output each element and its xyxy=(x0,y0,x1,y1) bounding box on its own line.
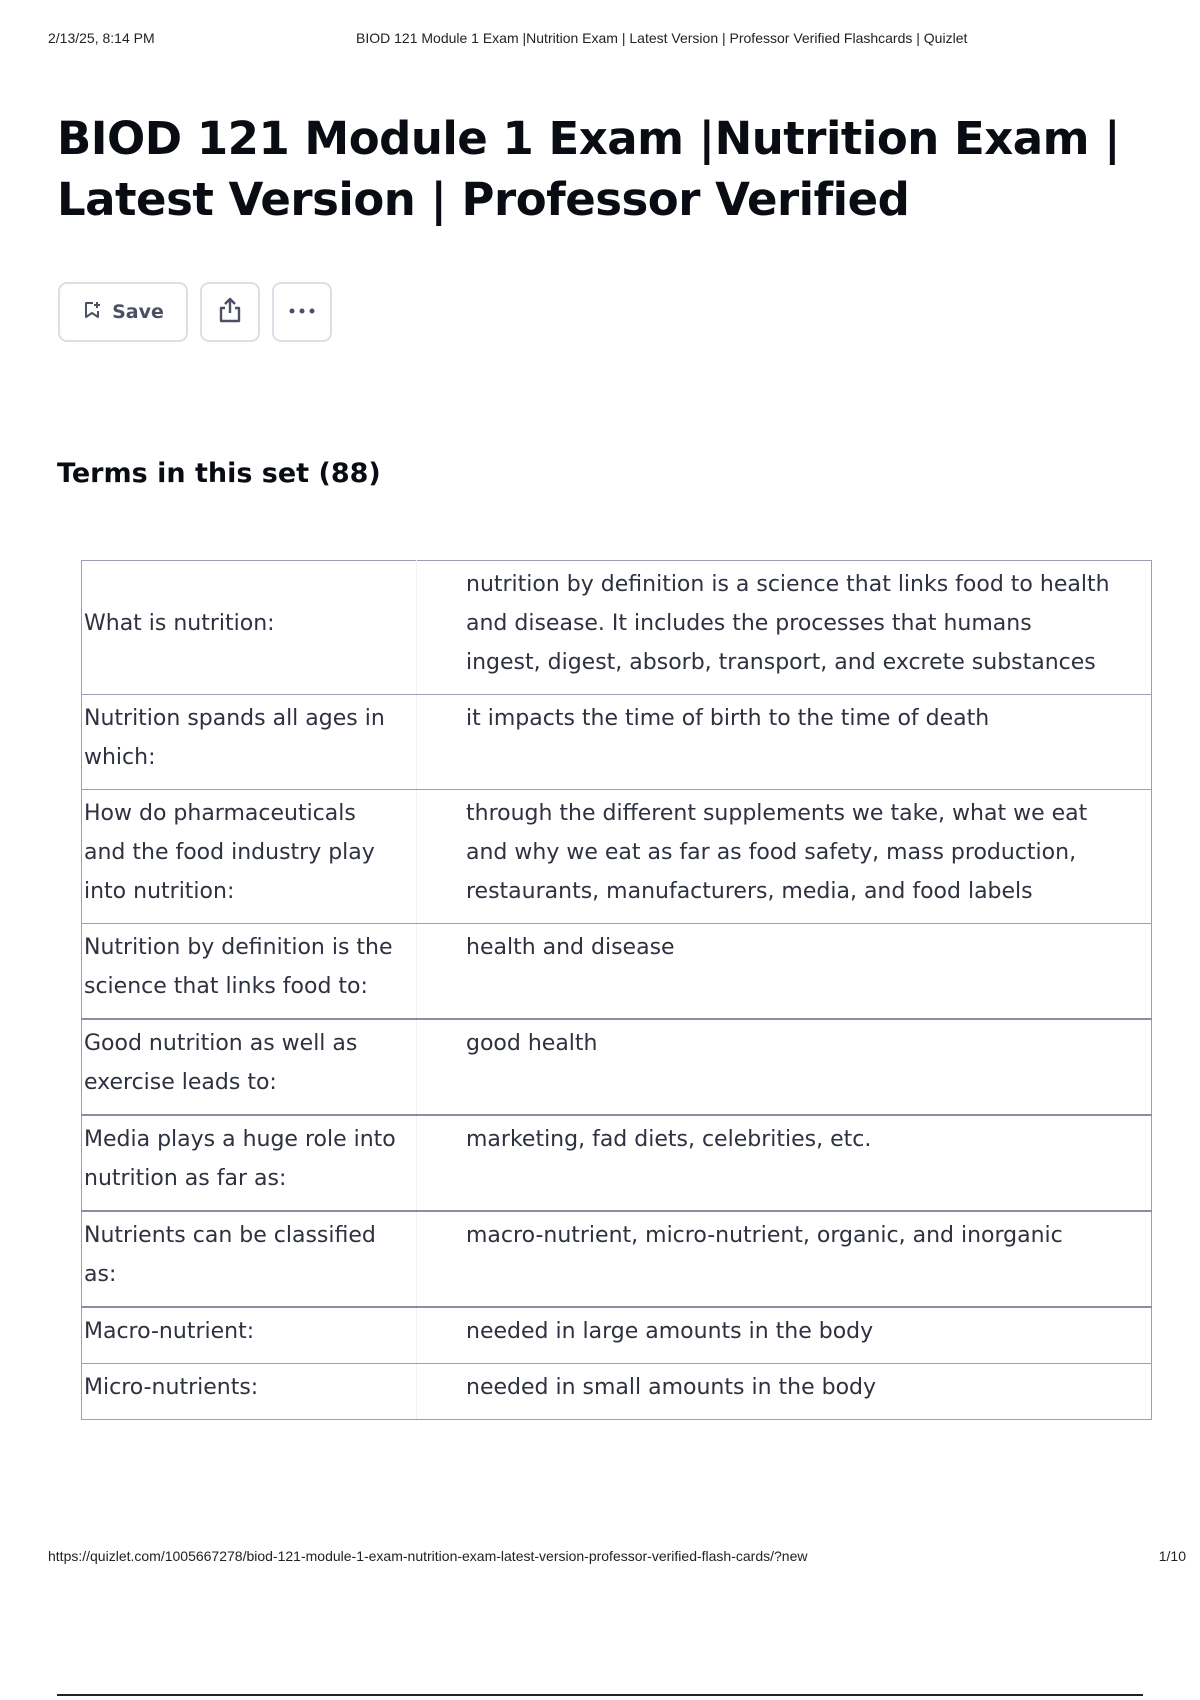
save-card-icon xyxy=(82,300,102,325)
terms-heading: Terms in this set (88) xyxy=(57,458,381,489)
more-options-button[interactable] xyxy=(272,282,332,342)
definition-cell: through the different supplements we take, what we eat and why we eat as far as food safety, mass production, restaurants, manufacturers, media, and food labels xyxy=(417,790,1152,924)
print-datetime: 2/13/25, 8:14 PM xyxy=(48,30,155,46)
share-icon xyxy=(216,296,244,328)
definition-cell: health and disease xyxy=(417,924,1152,1020)
table-row xyxy=(82,790,1152,924)
table-row xyxy=(82,1115,1152,1211)
term-cell: Nutrients can be classified as: xyxy=(82,1211,417,1307)
term-cell: Media plays a huge role into nutrition as far as: xyxy=(82,1115,417,1211)
definition-cell: needed in small amounts in the body xyxy=(417,1364,1152,1420)
more-options-icon xyxy=(287,305,317,320)
page-number: 1/10 xyxy=(1158,1548,1186,1564)
table-row xyxy=(82,924,1152,1020)
definition-cell: good health xyxy=(417,1019,1152,1115)
term-cell: What is nutrition: xyxy=(82,561,417,695)
definition-cell: it impacts the time of birth to the time of death xyxy=(417,695,1152,790)
table-row xyxy=(82,1019,1152,1115)
action-bar xyxy=(58,282,332,342)
definition-cell: needed in large amounts in the body xyxy=(417,1307,1152,1364)
share-button[interactable] xyxy=(200,282,260,342)
print-footer xyxy=(48,1548,1186,1568)
term-cell: How do pharmaceuticals and the food industry play into nutrition: xyxy=(82,790,417,924)
term-cell: Good nutrition as well as exercise leads to: xyxy=(82,1019,417,1115)
bottom-divider xyxy=(57,1694,1143,1696)
definition-cell: nutrition by definition is a science that links food to health and disease. It includes the processes that humans ingest, digest, absorb, transport, and excrete substances xyxy=(417,561,1152,695)
print-document-title: BIOD 121 Module 1 Exam |Nutrition Exam | Latest Version | Professor Verified Flashcards | Quizlet xyxy=(356,30,968,46)
print-header xyxy=(48,30,1152,50)
table-row xyxy=(82,1307,1152,1364)
table-row xyxy=(82,695,1152,790)
term-cell: Nutrition spands all ages in which: xyxy=(82,695,417,790)
table-row xyxy=(82,1364,1152,1420)
terms-table xyxy=(81,560,1152,1420)
term-cell: Macro-nutrient: xyxy=(82,1307,417,1364)
save-button[interactable] xyxy=(58,282,188,342)
table-row xyxy=(82,1211,1152,1307)
term-cell: Nutrition by definition is the science that links food to: xyxy=(82,924,417,1020)
table-row xyxy=(82,561,1152,695)
definition-cell: marketing, fad diets, celebrities, etc. xyxy=(417,1115,1152,1211)
page-title: BIOD 121 Module 1 Exam |Nutrition Exam | Latest Version | Professor Verified xyxy=(57,112,1121,226)
term-cell: Micro-nutrients: xyxy=(82,1364,417,1420)
print-url: https://quizlet.com/1005667278/biod-121-module-1-exam-nutrition-exam-latest-version-professor-verified-flash-cards/?new xyxy=(48,1548,808,1564)
save-button-label: Save xyxy=(112,301,164,323)
definition-cell: macro-nutrient, micro-nutrient, organic, and inorganic xyxy=(417,1211,1152,1307)
